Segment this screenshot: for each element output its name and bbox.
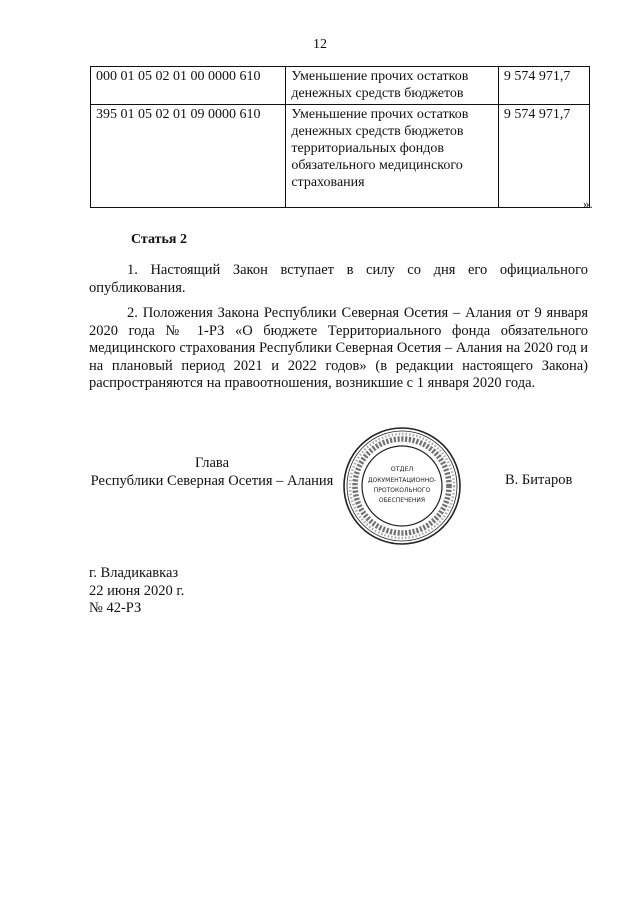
article-paragraph-1: 1. Настоящий Закон вступает в силу со дня его официального опубликования. xyxy=(89,262,588,296)
article-body xyxy=(89,262,588,393)
table-row xyxy=(91,67,590,105)
budget-code-cell: 395 01 05 02 01 09 0000 610 xyxy=(91,105,286,208)
seal-line-3: ПРОТОКОЛЬНОГО xyxy=(373,487,431,494)
table-closing-quote: ». xyxy=(583,196,593,211)
signatory-position-line1: Глава xyxy=(194,455,230,471)
footer-number: № 42-РЗ xyxy=(89,600,142,616)
article-title: Статья 2 xyxy=(131,232,187,247)
budget-name-cell: Уменьшение прочих остатков денежных средств бюджетов территориальных фондов обязательного медицинского страхования xyxy=(286,105,499,208)
budget-sources-table xyxy=(90,66,590,208)
seal-line-4: ОБЕСПЕЧЕНИЯ xyxy=(378,497,426,504)
signatory-position xyxy=(89,455,335,490)
seal-line-2: ДОКУМЕНТАЦИОННО- xyxy=(367,477,437,484)
table-row xyxy=(91,105,590,208)
budget-name-cell: Уменьшение прочих остатков денежных средств бюджетов xyxy=(286,67,499,105)
signatory-position-line2: Республики Северная Осетия – Алания xyxy=(90,472,334,489)
seal-line-1: ОТДЕЛ xyxy=(390,466,414,473)
footer-city: г. Владикавказ xyxy=(89,565,179,581)
document-footer xyxy=(89,565,184,618)
seal-graphic xyxy=(341,425,463,547)
budget-code-cell: 000 01 05 02 01 00 0000 610 xyxy=(91,67,286,105)
footer-date: 22 июня 2020 г. xyxy=(89,582,185,599)
budget-amount-cell: 9 574 971,7 xyxy=(498,105,589,208)
signatory-name: В. Битаров xyxy=(505,472,573,488)
budget-amount-cell: 9 574 971,7 xyxy=(498,67,589,105)
official-seal-icon xyxy=(341,425,463,547)
article-paragraph-2: 2. Положения Закона Республики Северная Осетия – Алания от 9 января 2020 года № 1-РЗ «О бюджете Территориального фонда обязательного медицинского страхования Республики Северная Осетия – Алания на 2020 год и на плановый период 2021 и 2022 годов» (в редакции настоящего Закона) распространяются на правоотношения, возникшие с 1 января 2020 года. xyxy=(89,305,588,391)
page-number: 12 xyxy=(313,37,327,52)
